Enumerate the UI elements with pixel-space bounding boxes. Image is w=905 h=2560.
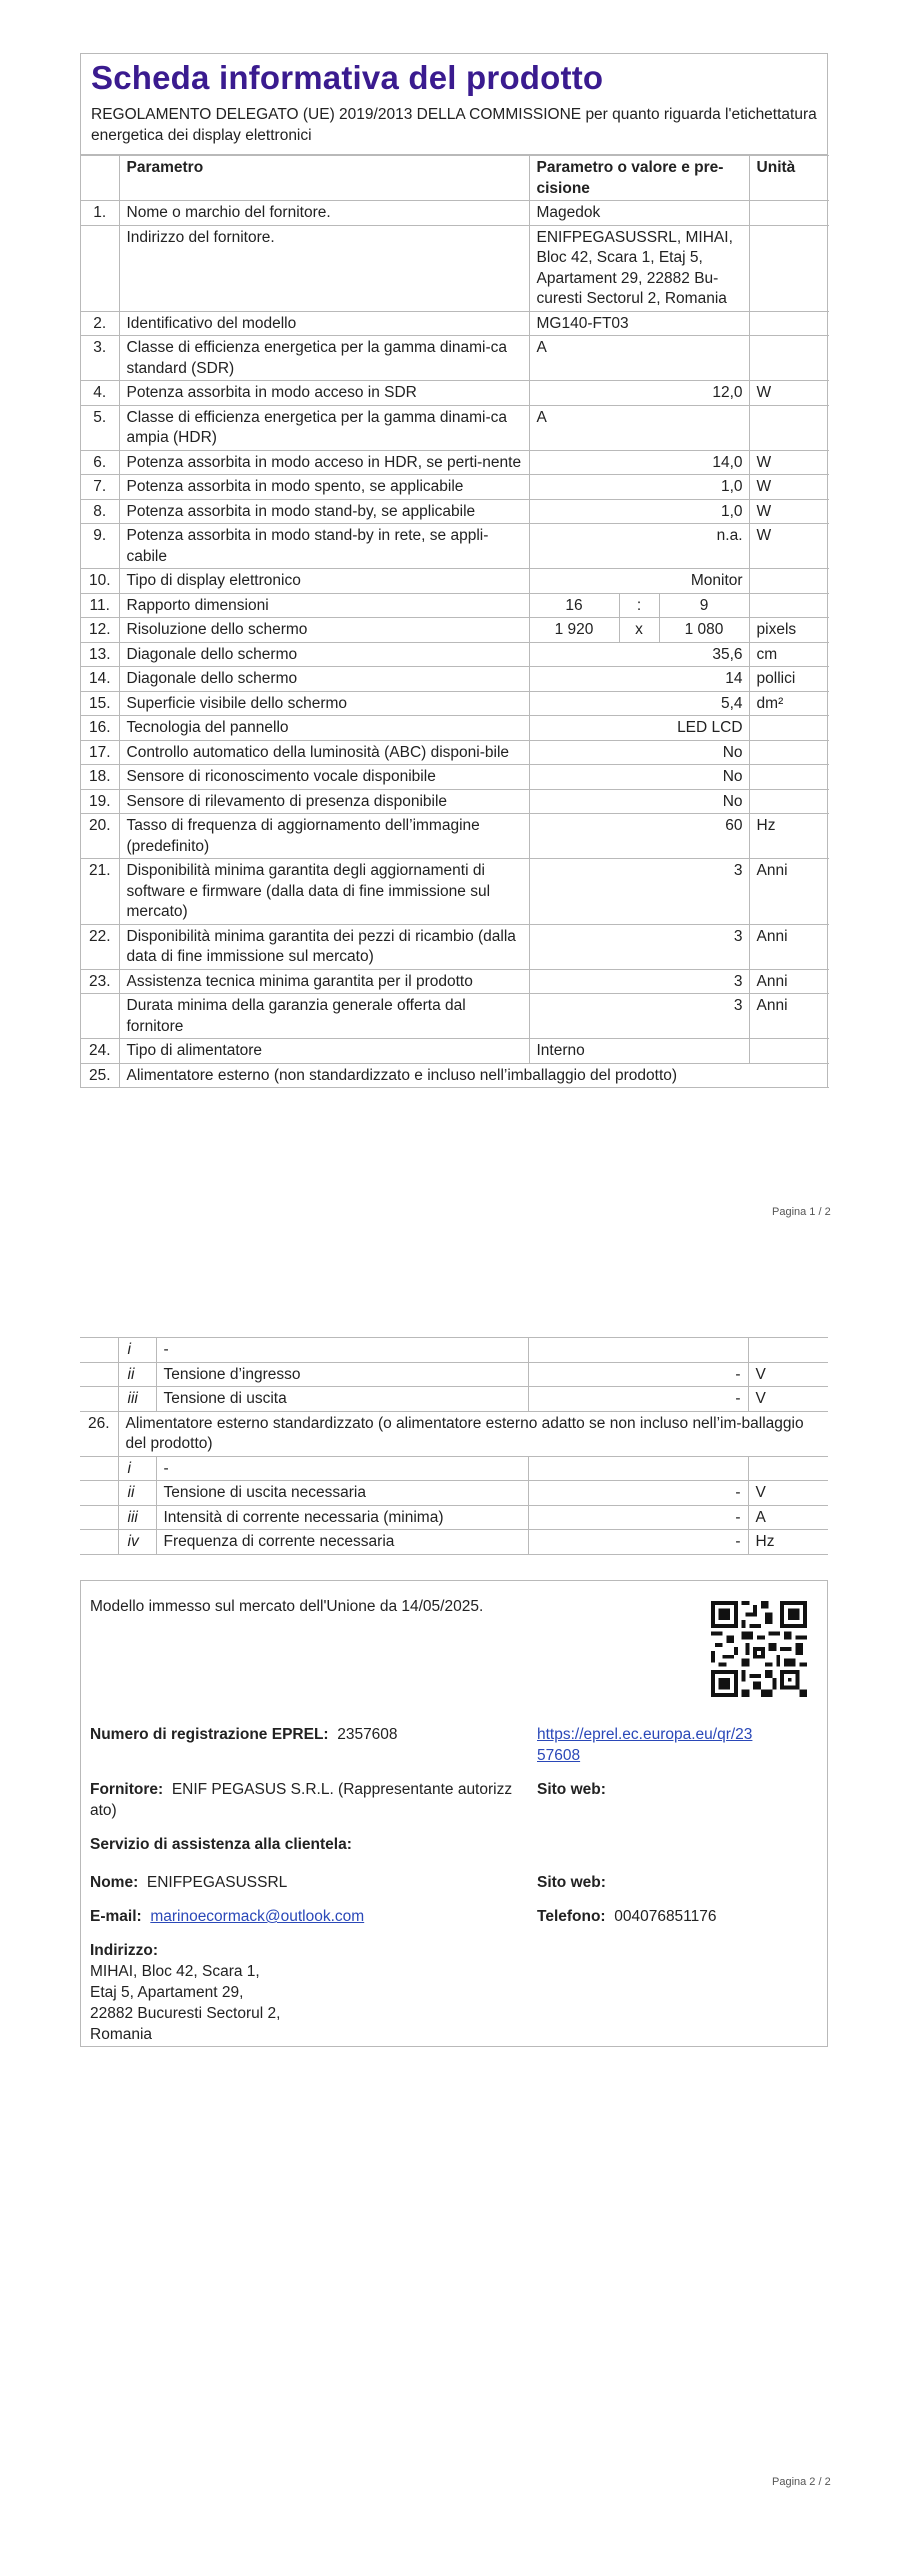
row-unit: Anni	[749, 994, 829, 1039]
table-row	[81, 994, 829, 1039]
email-link[interactable]: marinoecormack@outlook.com	[150, 1908, 365, 1925]
row-label: Sensore di rilevamento di presenza disponibile	[119, 789, 529, 814]
row-label: Alimentatore esterno standardizzato (o alimentatore esterno adatto se non incluso nell’im-ballaggio del prodotto)	[118, 1411, 828, 1456]
address-block	[90, 1940, 280, 2045]
row-number: 18.	[81, 765, 119, 790]
row-number: 3.	[81, 336, 119, 381]
table-row	[81, 405, 829, 450]
row-value: No	[529, 765, 749, 790]
row-number: 2.	[81, 311, 119, 336]
table-row	[80, 1530, 828, 1555]
row-unit	[749, 716, 829, 741]
service-email-row	[90, 1906, 364, 1927]
address-line: MIHAI, Bloc 42, Scara 1,	[90, 1963, 260, 1980]
table-row	[81, 475, 829, 500]
page-number: Pagina 1 / 2	[772, 1206, 831, 1218]
row-value: Interno	[529, 1039, 749, 1064]
row-number: 10.	[81, 569, 119, 594]
row-value-a: 16	[529, 593, 619, 618]
row-label: -	[156, 1456, 528, 1481]
row-number: 4.	[81, 381, 119, 406]
product-info-sheet	[80, 53, 828, 1088]
column-header-value: Parametro o valore e pre-cisione	[529, 156, 749, 201]
row-unit: W	[749, 499, 829, 524]
service-website	[537, 1872, 606, 1893]
row-unit	[749, 765, 829, 790]
row-unit	[748, 1456, 828, 1481]
row-value: -	[528, 1387, 748, 1412]
table-row	[80, 1387, 828, 1412]
row-unit: pollici	[749, 667, 829, 692]
row-unit	[749, 593, 829, 618]
address-line: 22882 Bucuresti Sectorul 2,	[90, 2005, 281, 2022]
table-row	[81, 201, 829, 226]
sub-index: ii	[118, 1481, 156, 1506]
row-value: 3	[529, 994, 749, 1039]
row-value: 60	[529, 814, 749, 859]
row-unit	[748, 1338, 828, 1363]
row-value	[528, 1456, 748, 1481]
row-value: 1,0	[529, 475, 749, 500]
table-row	[81, 618, 829, 643]
row-number	[81, 994, 119, 1039]
phone-label: Telefono:	[537, 1908, 606, 1925]
row-unit: Hz	[749, 814, 829, 859]
column-header-param: Parametro	[119, 156, 529, 201]
supplier-row	[90, 1779, 530, 1821]
table-row	[80, 1505, 828, 1530]
page-number: Pagina 2 / 2	[772, 2476, 831, 2488]
row-value: 5,4	[529, 691, 749, 716]
row-label: Tipo di display elettronico	[119, 569, 529, 594]
row-unit: pixels	[749, 618, 829, 643]
qr-code-icon	[711, 1601, 807, 1697]
row-value: 3	[529, 924, 749, 969]
row-number: 14.	[81, 667, 119, 692]
row-unit: Anni	[749, 924, 829, 969]
row-unit: A	[748, 1505, 828, 1530]
row-number: 6.	[81, 450, 119, 475]
row-label: Risoluzione dello schermo	[119, 618, 529, 643]
row-number: 21.	[81, 859, 119, 925]
row-value: -	[528, 1505, 748, 1530]
row-unit	[749, 405, 829, 450]
eprel-link-line-1[interactable]: https://eprel.ec.europa.eu/qr/23	[537, 1726, 753, 1743]
row-value-b: 1 080	[659, 618, 749, 643]
row-number: 15.	[81, 691, 119, 716]
row-value: Magedok	[529, 201, 749, 226]
row-label: Potenza assorbita in modo acceso in HDR, se perti-nente	[119, 450, 529, 475]
row-label: Classe di efficienza energetica per la gamma dinami-ca ampia (HDR)	[119, 405, 529, 450]
eprel-link[interactable]	[537, 1724, 752, 1766]
row-value: 35,6	[529, 642, 749, 667]
row-value: LED LCD	[529, 716, 749, 741]
table-row	[81, 691, 829, 716]
row-label: Controllo automatico della luminosità (ABC) disponi-bile	[119, 740, 529, 765]
row-label: Tensione di uscita	[156, 1387, 528, 1412]
table-row	[81, 642, 829, 667]
row-unit	[749, 740, 829, 765]
table-row	[81, 814, 829, 859]
row-value: 12,0	[529, 381, 749, 406]
table-row	[81, 765, 829, 790]
row-label: Superficie visibile dello schermo	[119, 691, 529, 716]
row-label: Tecnologia del pannello	[119, 716, 529, 741]
row-value: 14,0	[529, 450, 749, 475]
row-number: 19.	[81, 789, 119, 814]
row-number	[80, 1530, 118, 1555]
row-value: 1,0	[529, 499, 749, 524]
row-label: Frequenza di corrente necessaria	[156, 1530, 528, 1555]
row-number: 22.	[81, 924, 119, 969]
row-number: 1.	[81, 201, 119, 226]
row-unit: V	[748, 1362, 828, 1387]
table-row	[80, 1456, 828, 1481]
row-unit: V	[748, 1387, 828, 1412]
row-number	[80, 1362, 118, 1387]
table-row	[81, 716, 829, 741]
customer-service-heading: Servizio di assistenza alla clientela:	[90, 1836, 352, 1853]
row-label: Potenza assorbita in modo acceso in SDR	[119, 381, 529, 406]
row-number: 23.	[81, 969, 119, 994]
row-unit	[749, 789, 829, 814]
sub-index: i	[118, 1456, 156, 1481]
row-value: No	[529, 789, 749, 814]
row-number: 24.	[81, 1039, 119, 1064]
email-label: E-mail:	[90, 1908, 142, 1925]
row-unit	[749, 1039, 829, 1064]
row-number: 16.	[81, 716, 119, 741]
row-unit: Anni	[749, 859, 829, 925]
row-value-b: 9	[659, 593, 749, 618]
sheet-header	[81, 54, 827, 155]
row-number: 9.	[81, 524, 119, 569]
row-unit	[749, 311, 829, 336]
supplier-value: ENIF PEGASUS S.R.L. (Rappresentante autorizz	[171, 1781, 513, 1798]
page-title: Scheda informativa del prodotto	[91, 59, 604, 96]
supplier-label: Fornitore:	[90, 1781, 164, 1798]
row-unit: W	[749, 475, 829, 500]
row-value: 14	[529, 667, 749, 692]
table-row	[81, 524, 829, 569]
eprel-link-line-2[interactable]: 57608	[537, 1747, 581, 1764]
row-label: -	[156, 1338, 528, 1363]
row-number: 5.	[81, 405, 119, 450]
row-label: Disponibilità minima garantita degli aggiornamenti di software e firmware (dalla data di fine immissione sul mercato)	[119, 859, 529, 925]
supplier-value-cont: ato)	[90, 1802, 117, 1819]
market-date-text: Modello immesso sul mercato dell'Unione da 14/05/2025.	[90, 1598, 484, 1615]
table-row	[80, 1338, 828, 1363]
row-unit	[749, 336, 829, 381]
row-number: 13.	[81, 642, 119, 667]
row-label: Indirizzo del fornitore.	[119, 225, 529, 311]
row-value: Monitor	[529, 569, 749, 594]
row-label: Potenza assorbita in modo stand-by in rete, se appli-cabile	[119, 524, 529, 569]
row-value: -	[528, 1481, 748, 1506]
row-unit	[749, 225, 829, 311]
row-label: Rapporto dimensioni	[119, 593, 529, 618]
table-row	[81, 859, 829, 925]
row-label: Tensione di uscita necessaria	[156, 1481, 528, 1506]
row-label: Diagonale dello schermo	[119, 642, 529, 667]
sub-index: iv	[118, 1530, 156, 1555]
row-unit: W	[749, 450, 829, 475]
row-label: Durata minima della garanzia generale offerta dal fornitore	[119, 994, 529, 1039]
row-number: 25.	[81, 1063, 119, 1088]
row-number	[80, 1481, 118, 1506]
row-number	[80, 1505, 118, 1530]
row-value-sep: :	[619, 593, 659, 618]
parameters-table	[81, 155, 829, 1088]
supplier-website	[537, 1779, 606, 1800]
table-row	[81, 225, 829, 311]
table-row	[81, 924, 829, 969]
row-label: Potenza assorbita in modo stand-by, se applicabile	[119, 499, 529, 524]
row-label: Classe di efficienza energetica per la gamma dinami-ca standard (SDR)	[119, 336, 529, 381]
table-row	[81, 789, 829, 814]
row-number: 11.	[81, 593, 119, 618]
table-row	[81, 1039, 829, 1064]
row-number: 17.	[81, 740, 119, 765]
sub-index: i	[118, 1338, 156, 1363]
row-number	[80, 1456, 118, 1481]
table-header-row	[81, 156, 829, 201]
table-row	[81, 450, 829, 475]
table-row	[81, 569, 829, 594]
row-value: No	[529, 740, 749, 765]
row-label: Assistenza tecnica minima garantita per il prodotto	[119, 969, 529, 994]
row-unit: Anni	[749, 969, 829, 994]
regulation-subtitle: REGOLAMENTO DELEGATO (UE) 2019/2013 DELLA COMMISSIONE per quanto riguarda l'etichettatura energetica dei display elettronici	[91, 106, 817, 144]
address-line: Romania	[90, 2026, 153, 2043]
table-row	[81, 740, 829, 765]
row-label: Tensione d’ingresso	[156, 1362, 528, 1387]
row-value: -	[528, 1530, 748, 1555]
address-label: Indirizzo:	[90, 1942, 159, 1959]
sub-index: ii	[118, 1362, 156, 1387]
eprel-value: 2357608	[337, 1726, 398, 1743]
table-row	[81, 381, 829, 406]
row-label: Identificativo del modello	[119, 311, 529, 336]
row-label: Potenza assorbita in modo spento, se applicabile	[119, 475, 529, 500]
row-number: 8.	[81, 499, 119, 524]
website-label: Sito web:	[537, 1874, 606, 1891]
row-unit: Hz	[748, 1530, 828, 1555]
eprel-label: Numero di registrazione EPREL:	[90, 1726, 329, 1743]
website-label: Sito web:	[537, 1781, 606, 1798]
row-label: Alimentatore esterno (non standardizzato e incluso nell’imballaggio del prodotto)	[119, 1063, 829, 1088]
row-label: Tipo di alimentatore	[119, 1039, 529, 1064]
table-row	[81, 593, 829, 618]
row-value: 3	[529, 969, 749, 994]
row-value: A	[529, 336, 749, 381]
row-number: 20.	[81, 814, 119, 859]
table-row	[80, 1481, 828, 1506]
table-row	[81, 336, 829, 381]
name-label: Nome:	[90, 1874, 139, 1891]
service-name-row	[90, 1872, 287, 1893]
row-label: Intensità di corrente necessaria (minima)	[156, 1505, 528, 1530]
power-supply-table	[80, 1337, 828, 1555]
column-header-unit: Unità	[749, 156, 829, 201]
row-label: Diagonale dello schermo	[119, 667, 529, 692]
row-unit: cm	[749, 642, 829, 667]
row-number: 26.	[80, 1411, 118, 1456]
row-number	[80, 1338, 118, 1363]
row-value: 3	[529, 859, 749, 925]
row-label: Sensore di riconoscimento vocale disponibile	[119, 765, 529, 790]
table-row	[80, 1411, 828, 1456]
row-unit	[749, 201, 829, 226]
row-value-a: 1 920	[529, 618, 619, 643]
row-value: -	[528, 1362, 748, 1387]
row-label: Tasso di frequenza di aggiornamento dell’immagine (predefinito)	[119, 814, 529, 859]
row-value: ENIFPEGASUSSRL, MIHAI, Bloc 42, Scara 1, Etaj 5, Apartament 29, 22882 Bu-curesti Sectorul 2, Romania	[529, 225, 749, 311]
eprel-registration	[90, 1724, 398, 1745]
row-unit: V	[748, 1481, 828, 1506]
row-unit: W	[749, 524, 829, 569]
table-row	[81, 1063, 829, 1088]
row-value-sep: x	[619, 618, 659, 643]
row-unit: dm²	[749, 691, 829, 716]
row-number: 12.	[81, 618, 119, 643]
name-value: ENIFPEGASUSSRL	[146, 1874, 288, 1891]
row-number: 7.	[81, 475, 119, 500]
table-row	[81, 311, 829, 336]
address-line: Etaj 5, Apartament 29,	[90, 1984, 244, 2001]
phone-value: 004076851176	[614, 1908, 717, 1925]
row-unit: W	[749, 381, 829, 406]
table-row	[80, 1362, 828, 1387]
row-value: A	[529, 405, 749, 450]
service-phone-row	[537, 1906, 717, 1927]
row-unit	[749, 569, 829, 594]
row-label: Disponibilità minima garantita dei pezzi di ricambio (dalla data di fine immissione sul mercato)	[119, 924, 529, 969]
row-number	[81, 225, 119, 311]
row-number	[80, 1387, 118, 1412]
row-value	[528, 1338, 748, 1363]
table-row	[81, 969, 829, 994]
sub-index: iii	[118, 1387, 156, 1412]
row-label: Nome o marchio del fornitore.	[119, 201, 529, 226]
row-value: MG140-FT03	[529, 311, 749, 336]
supplier-info-box	[80, 1580, 828, 2047]
table-row	[81, 499, 829, 524]
table-row	[81, 667, 829, 692]
row-value: n.a.	[529, 524, 749, 569]
sub-index: iii	[118, 1505, 156, 1530]
